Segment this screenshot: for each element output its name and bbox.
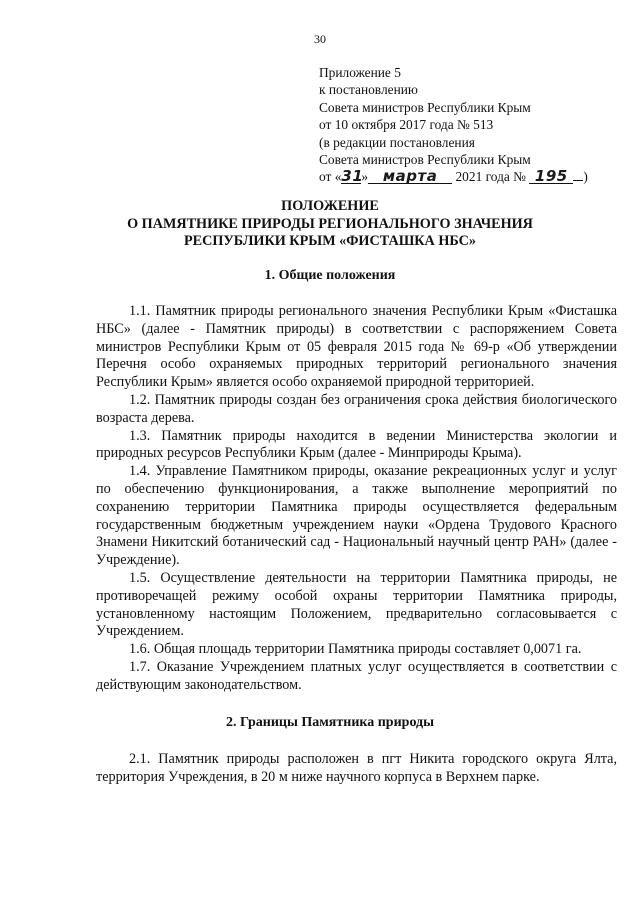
date-underline-tail: [573, 180, 583, 181]
section-1-body: [96, 303, 617, 695]
page-number: 30: [314, 32, 326, 46]
title-line-2: О ПАМЯТНИКЕ ПРИРОДЫ РЕГИОНАЛЬНОГО ЗНАЧЕНИЯ: [127, 215, 533, 232]
paragraph-2-1: 2.1. Памятник природы расположен в пгт Никита городского округа Ялта, территория Учреждения, в 20 м ниже научного корпуса в Верхнем парке.: [96, 751, 617, 785]
paragraph-1-7: 1.7. Оказание Учреждением платных услуг осуществляется в соответствии с действующим законодательством.: [96, 658, 617, 693]
date-prefix: от «: [319, 169, 342, 185]
appendix-line-6: Совета министров Республики Крым: [319, 152, 531, 168]
handwritten-number: 195: [529, 169, 573, 184]
handwritten-day: 31: [341, 167, 364, 186]
document-title: [60, 198, 600, 251]
appendix-header: [319, 64, 619, 186]
paragraph-1-6: 1.6. Общая площадь территории Памятника природы составляет 0,0071 га.: [129, 641, 582, 658]
section-2-body: [96, 751, 617, 787]
date-year: 2021 года №: [455, 169, 526, 185]
appendix-line-3: Совета министров Республики Крым: [319, 99, 531, 115]
title-line-1: ПОЛОЖЕНИЕ: [281, 198, 379, 214]
paragraph-1-5: 1.5. Осуществление деятельности на территории Памятника природы, не противоречащей режиму особой охраны территории Памятника природы, установленному настоящим Положением, предварительно согласовывается с Учреждением.: [96, 569, 617, 640]
paragraph-1-2: 1.2. Памятник природы создан без ограничения срока действия биологического возраста дерева.: [96, 391, 617, 426]
appendix-line-2: к постановлению: [319, 82, 418, 98]
paragraph-1-1: 1.1. Памятник природы регионального значения Республики Крым «Фисташка НБС» (далее - Памятник природы) в соответствии с распоряжением Совета министров Республики Крым от 05 февраля 2015 года № 69-р «Об утверждении Перечня особо охраняемых природных территорий регионального значения Республики Крым» является особо охраняемой природной территорией.: [96, 303, 617, 391]
paragraph-1-4: 1.4. Управление Памятником природы, оказание рекреационных услуг и услуг по обеспечению функционирования, а также выполнение мероприятий по сохранению территории Памятника природы осуществляется федеральным государственным бюджетным учреждением науки «Ордена Трудового Красного Знамени Никитский ботанический сад - Национальный научный центр РАН» (далее - Учреждение).: [96, 463, 617, 569]
appendix-line-4: от 10 октября 2017 года № 513: [319, 117, 494, 133]
appendix-line-1: Приложение 5: [319, 65, 401, 80]
title-line-3: РЕСПУБЛИКИ КРЫМ «ФИСТАШКА НБС»: [183, 233, 477, 250]
handwritten-month: марта: [368, 169, 452, 184]
date-sep: »: [361, 169, 369, 185]
date-close: ): [583, 169, 588, 185]
section-2-heading: 2. Границы Памятника природы: [225, 715, 435, 730]
paragraph-1-3: 1.3. Памятник природы находится в ведении Министерства экологии и природных ресурсов Республики Крым (далее - Минприроды Крыма).: [96, 427, 617, 462]
section-1-heading: 1. Общие положения: [264, 268, 396, 283]
appendix-line-5: (в редакции постановления: [319, 134, 475, 150]
appendix-date-line: [319, 168, 619, 185]
